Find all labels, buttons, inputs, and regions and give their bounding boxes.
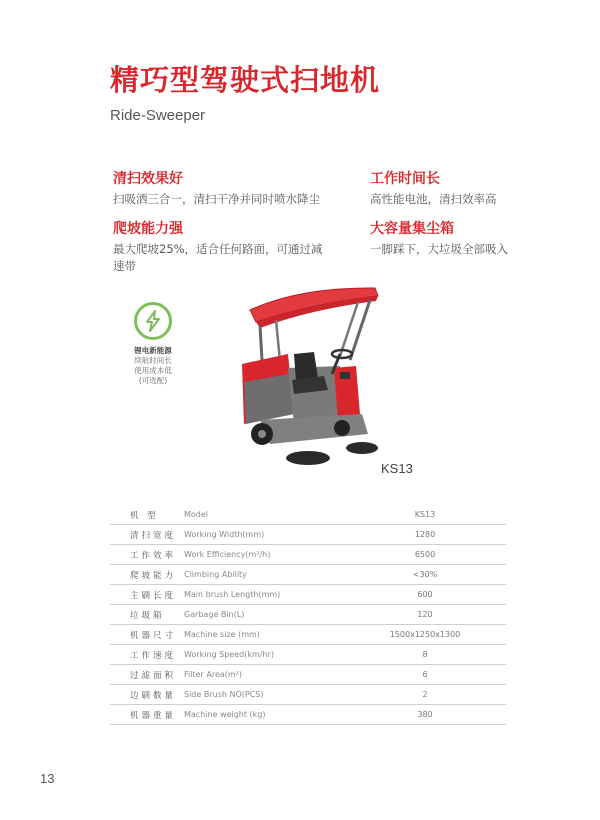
badge-line: 使用成本低 bbox=[134, 366, 172, 375]
spec-value: 600 bbox=[344, 585, 506, 605]
page-title: 精巧型驾驶式扫地机 bbox=[110, 63, 381, 97]
spec-name-en: Work Efficiency(m²/h) bbox=[184, 545, 344, 565]
model-label: KS13 bbox=[381, 461, 413, 476]
table-row bbox=[110, 645, 506, 665]
table-row bbox=[110, 545, 506, 565]
table-row bbox=[110, 605, 506, 625]
spec-name-en: Climbing Ability bbox=[184, 565, 344, 585]
spec-name-en: Garbage Bin(L) bbox=[184, 605, 344, 625]
table-row bbox=[110, 565, 506, 585]
table-row bbox=[110, 705, 506, 725]
feature-work-time bbox=[370, 168, 560, 208]
spec-value: 6 bbox=[344, 665, 506, 685]
feature-climbing bbox=[113, 218, 328, 275]
spec-name-zh: 爬坡能力 bbox=[110, 565, 184, 585]
spec-name-zh: 过滤面积 bbox=[110, 665, 184, 685]
badge-line: 锂电新能源 bbox=[134, 346, 172, 355]
spec-name-en: Machine weight (kg) bbox=[184, 705, 344, 725]
lithium-badge bbox=[118, 302, 188, 386]
table-row bbox=[110, 685, 506, 705]
spec-name-zh: 机 型 bbox=[110, 505, 184, 525]
feature-dust-box bbox=[370, 218, 560, 258]
feature-text: 一脚踩下，大垃圾全部吸入 bbox=[370, 242, 508, 256]
badge-line: (可选配) bbox=[138, 376, 168, 385]
spec-value: 6500 bbox=[344, 545, 506, 565]
spec-value: KS13 bbox=[344, 505, 506, 525]
spec-name-en: Filter Area(m²) bbox=[184, 665, 344, 685]
spec-value: 1500x1250x1300 bbox=[344, 625, 506, 645]
spec-name-en: Side Brush NO(PCS) bbox=[184, 685, 344, 705]
spec-name-zh: 工作速度 bbox=[110, 645, 184, 665]
spec-name-zh: 垃圾箱 bbox=[110, 605, 184, 625]
spec-value: 2 bbox=[344, 685, 506, 705]
spec-name-zh: 机器重量 bbox=[110, 705, 184, 725]
table-row bbox=[110, 585, 506, 605]
feature-text: 高性能电池，清扫效率高 bbox=[370, 192, 497, 206]
spec-value: 380 bbox=[344, 705, 506, 725]
spec-name-en: Model bbox=[184, 505, 344, 525]
spec-name-zh: 边刷数量 bbox=[110, 685, 184, 705]
page-number: 13 bbox=[40, 771, 55, 786]
spec-table bbox=[110, 505, 506, 725]
spec-name-en: Machine size (mm) bbox=[184, 625, 344, 645]
spec-name-zh: 清扫宽度 bbox=[110, 525, 184, 545]
spec-value: 1280 bbox=[344, 525, 506, 545]
badge-line: 续航时间长 bbox=[134, 356, 172, 365]
feature-cleaning bbox=[113, 168, 343, 208]
feature-title: 工作时间长 bbox=[370, 171, 440, 187]
spec-name-zh: 主刷长度 bbox=[110, 585, 184, 605]
feature-title: 爬坡能力强 bbox=[113, 221, 183, 237]
spec-value: 120 bbox=[344, 605, 506, 625]
spec-value: <30% bbox=[344, 565, 506, 585]
sweeper-image bbox=[230, 282, 390, 482]
spec-name-en: Working Speed(km/hr) bbox=[184, 645, 344, 665]
feature-text: 扫吸洒三合一，清扫干净并同时喷水降尘 bbox=[113, 192, 320, 206]
feature-title: 清扫效果好 bbox=[113, 171, 183, 187]
spec-value: 8 bbox=[344, 645, 506, 665]
table-row bbox=[110, 525, 506, 545]
page-subtitle: Ride-Sweeper bbox=[110, 107, 206, 124]
feature-text: 最大爬坡25%，适合任何路面，可通过减速带 bbox=[113, 242, 323, 273]
table-row bbox=[110, 505, 506, 525]
spec-name-en: Working Width(mm) bbox=[184, 525, 344, 545]
spec-name-en: Main brush Length(mm) bbox=[184, 585, 344, 605]
spec-name-zh: 工作效率 bbox=[110, 545, 184, 565]
table-row bbox=[110, 665, 506, 685]
spec-name-zh: 机器尺寸 bbox=[110, 625, 184, 645]
table-row bbox=[110, 625, 506, 645]
lightning-icon bbox=[134, 302, 172, 340]
feature-title: 大容量集尘箱 bbox=[370, 221, 454, 237]
